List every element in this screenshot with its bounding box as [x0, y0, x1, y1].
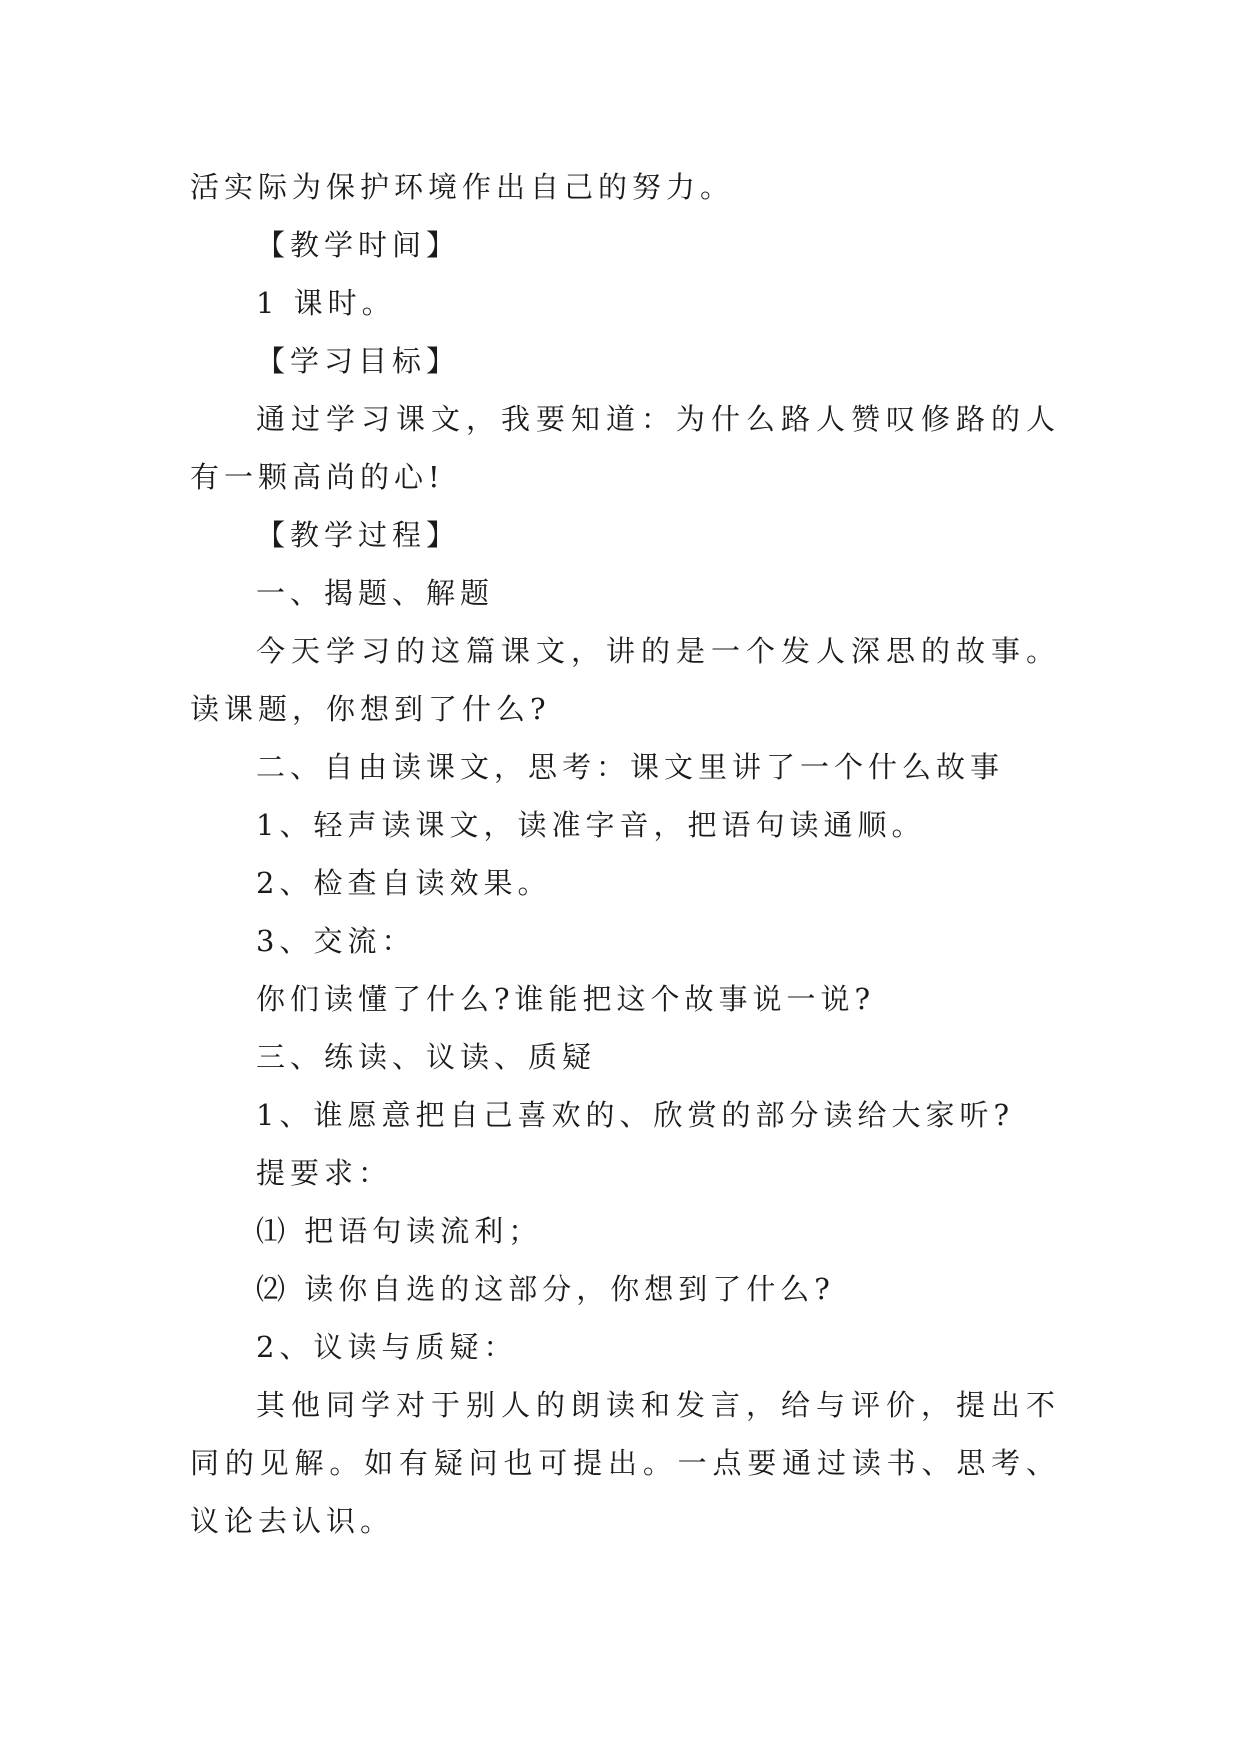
- list-item: 2、议读与质疑：: [256, 1330, 518, 1364]
- paragraph-requirements: 提要求：: [256, 1156, 393, 1190]
- document-body: [190, 158, 1060, 1550]
- paragraph-continuation: 活实际为保护环境作出自己的努力。: [190, 170, 735, 204]
- step-heading-3: 三、练读、议读、质疑: [256, 1040, 597, 1074]
- list-item: 1、谁愿意把自己喜欢的、欣赏的部分读给大家听?: [256, 1098, 1014, 1132]
- list-item: ⑴ 把语句读流利；: [256, 1214, 543, 1248]
- paragraph-intro: 今天学习的这篇课文，讲的是一个发人深思的故事。读课题，你想到了什么?: [190, 634, 1060, 726]
- step-heading-2: 二、自由读课文，思考：课文里讲了一个什么故事: [256, 750, 1005, 784]
- paragraph-class-hours: 1 课时。: [256, 286, 396, 320]
- step-heading-1: 一、揭题、解题: [256, 576, 495, 610]
- list-item: 1、轻声读课文，读准字音，把语句读通顺。: [256, 808, 926, 842]
- list-item: 2、检查自读效果。: [256, 866, 552, 900]
- list-item: 3、交流：: [256, 924, 416, 958]
- paragraph-evaluation: 其他同学对于别人的朗读和发言，给与评价，提出不同的见解。如有疑问也可提出。一点要通过读书、思考、议论去认识。: [190, 1388, 1060, 1538]
- paragraph-goal: 通过学习课文，我要知道：为什么路人赞叹修路的人有一颗高尚的心!: [190, 402, 1060, 494]
- section-heading-learning-goals: 【学习目标】: [256, 344, 461, 378]
- section-heading-teaching-process: 【教学过程】: [256, 518, 461, 552]
- paragraph-question: 你们读懂了什么?谁能把这个故事说一说?: [256, 982, 876, 1016]
- list-item: ⑵ 读你自选的这部分，你想到了什么?: [256, 1272, 835, 1306]
- section-heading-teaching-time: 【教学时间】: [256, 228, 461, 262]
